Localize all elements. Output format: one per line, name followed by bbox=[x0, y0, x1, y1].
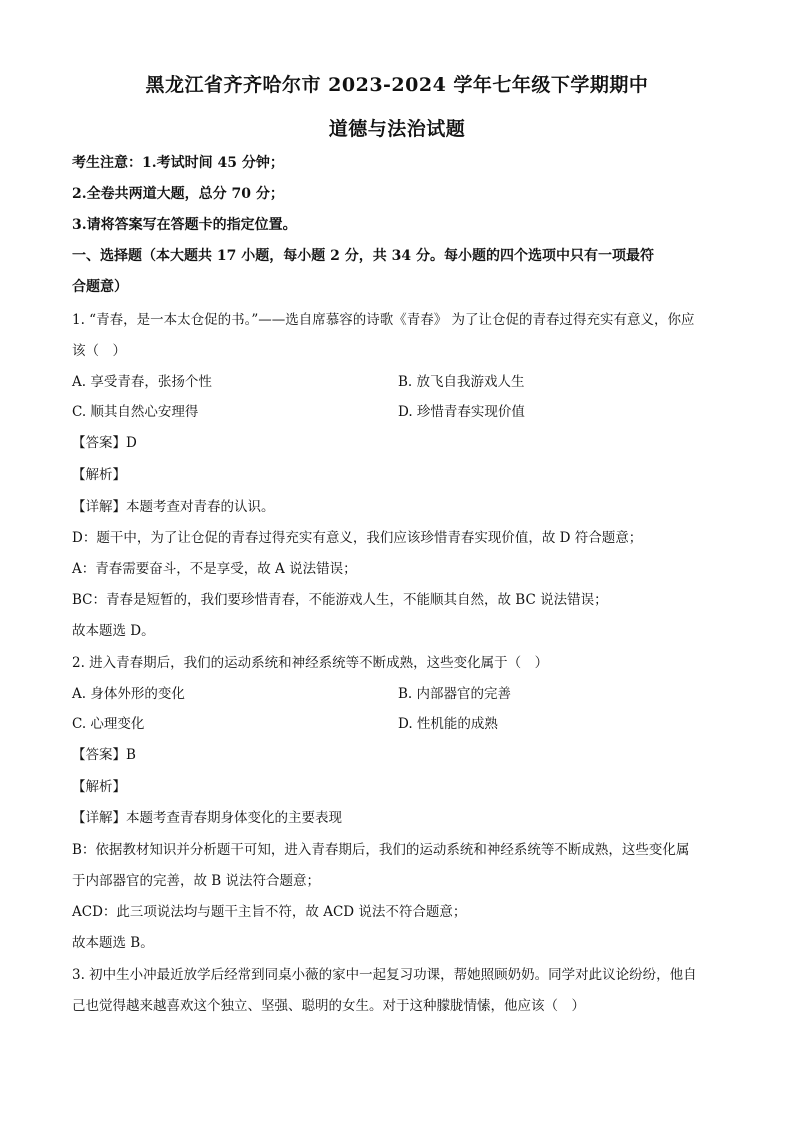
q1-detail: 【详解】本题考查对青春的认识。 bbox=[72, 499, 275, 515]
q1-option-b: B. 放飞自我游戏人生 bbox=[398, 374, 525, 390]
exam-note-2: 2.全卷共两道大题，总分 70 分； bbox=[72, 186, 284, 202]
q2-answer: 【答案】B bbox=[72, 747, 136, 763]
exam-note-3: 3.请将答案写在答题卡的指定位置。 bbox=[72, 217, 297, 233]
q1-analysis-label: 【解析】 bbox=[72, 467, 126, 483]
q2-option-d: D. 性机能的成熟 bbox=[398, 716, 498, 732]
q2-analysis-label: 【解析】 bbox=[72, 779, 126, 795]
q1-option-c: C. 顺其自然心安理得 bbox=[72, 404, 199, 420]
exam-note-1: 考生注意：1.考试时间 45 分钟； bbox=[72, 155, 284, 171]
q2-option-c: C. 心理变化 bbox=[72, 716, 145, 732]
q1-option-d: D. 珍惜青春实现价值 bbox=[398, 404, 525, 420]
q2-option-b: B. 内部器官的完善 bbox=[398, 686, 512, 702]
q1-explanation-3: BC：青春是短暂的，我们要珍惜青春，不能游戏人生，不能顺其自然，故 BC 说法错误； bbox=[72, 592, 608, 608]
q1-explanation-2: A：青春需要奋斗，不是享受，故 A 说法错误； bbox=[72, 561, 357, 577]
q3-stem-cont: 己也觉得越来越喜欢这个独立、坚强、聪明的女生。对于这种朦胧情愫，他应该（ ） bbox=[72, 998, 585, 1014]
section-heading: 一、选择题（本大题共 17 小题，每小题 2 分，共 34 分。每小题的四个选项中只有一项最符 bbox=[72, 248, 654, 264]
q1-answer: 【答案】D bbox=[72, 435, 137, 451]
q1-stem-cont: 该（ ） bbox=[72, 343, 126, 359]
q2-detail: 【详解】本题考查青春期身体变化的主要表现 bbox=[72, 810, 342, 826]
q2-explanation-3: ACD：此三项说法均与题干主旨不符，故 ACD 说法不符合题意； bbox=[72, 904, 467, 920]
page-subtitle: 道德与法治试题 bbox=[328, 118, 466, 140]
q1-explanation-1: D：题干中，为了让仓促的青春过得充实有意义，我们应该珍惜青春实现价值，故 D 符合题意； bbox=[72, 530, 643, 546]
q3-stem: 3. 初中生小冲最近放学后经常到同桌小薇的家中一起复习功课，帮她照顾奶奶。同学对此议论纷纷，他自 bbox=[72, 967, 697, 983]
q1-conclusion: 故本题选 D。 bbox=[72, 623, 155, 639]
q2-conclusion: 故本题选 B。 bbox=[72, 935, 154, 951]
section-heading-cont: 合题意） bbox=[72, 279, 128, 295]
q2-option-a: A. 身体外形的变化 bbox=[72, 686, 185, 702]
q2-stem: 2. 进入青春期后，我们的运动系统和神经系统等不断成熟，这些变化属于（ ） bbox=[72, 655, 549, 671]
q1-stem: 1. “青春，是一本太仓促的书。”——选自席慕容的诗歌《青春》 为了让仓促的青春过得充实有意义，你应 bbox=[72, 312, 695, 328]
q2-explanation-2: 于内部器官的完善，故 B 说法符合题意； bbox=[72, 873, 321, 889]
page-title: 黑龙江省齐齐哈尔市 2023-2024 学年七年级下学期期中 bbox=[145, 74, 649, 96]
q2-explanation-1: B：依据教材知识并分析题干可知，进入青春期后，我们的运动系统和神经系统等不断成熟，这些变化属 bbox=[72, 842, 690, 858]
q1-option-a: A. 享受青春，张扬个性 bbox=[72, 374, 212, 390]
